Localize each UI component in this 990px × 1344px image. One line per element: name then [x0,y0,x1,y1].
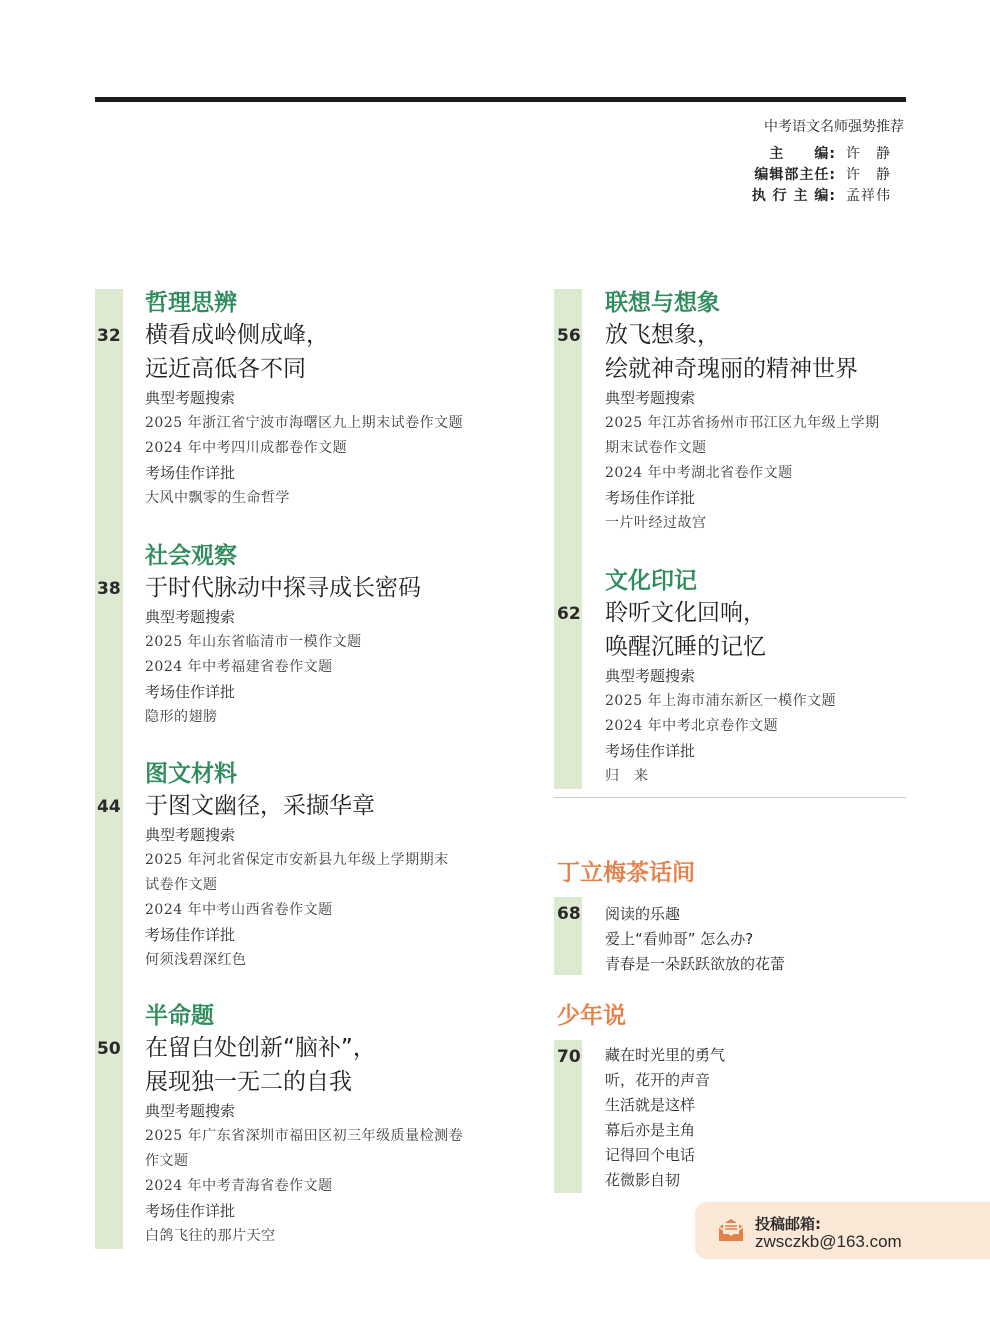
essay-title[interactable]: 何须浅碧深红色 [145,952,247,968]
masthead-row [752,144,904,165]
masthead [752,117,904,207]
category-heading: 哲理思辨 [145,290,237,316]
toc-section [557,288,915,566]
subheading: 考场佳作详批 [605,489,696,507]
subheading: 典型考题搜索 [145,826,236,844]
ding-section [557,858,897,977]
exam-item: 2025 年河北省保定市安新县九年级上学期期末 [145,852,449,868]
right-green-bar [554,289,582,789]
category-heading: 半命题 [145,1003,214,1029]
article-item[interactable]: 青春是一朵跃跃欲放的花蕾 [605,955,786,973]
exam-item: 2024 年中考四川成都卷作文题 [145,440,348,456]
subheading: 考场佳作详批 [145,464,236,482]
left-column [97,288,545,1249]
subheading: 典型考题搜索 [145,1102,236,1120]
section-divider [554,797,906,798]
article-title[interactable]: 于时代脉动中探寻成长密码 [145,575,421,601]
exam-item: 2025 年广东省深圳市福田区初三年级质量检测卷 [145,1128,464,1144]
article-title[interactable]: 于图文幽径，采撷华章 [145,793,375,819]
article-item[interactable]: 花微影自韧 [605,1171,681,1189]
page-number[interactable]: 68 [557,904,581,924]
subheading: 典型考题搜索 [605,389,696,407]
page-number[interactable]: 38 [97,579,121,599]
category-heading: 少年说 [557,1003,626,1029]
article-title[interactable]: 放飞想象， [605,322,720,348]
exam-item: 2024 年中考湖北省卷作文题 [605,465,793,481]
editor-label: 主 编: [769,146,836,162]
essay-title[interactable]: 隐形的翅膀 [145,709,218,725]
subheading: 考场佳作详批 [145,1202,236,1220]
envelope-icon [717,1217,745,1243]
article-item[interactable]: 幕后亦是主角 [605,1121,696,1139]
article-title[interactable]: 绘就神奇瑰丽的精神世界 [605,356,858,382]
category-heading: 图文材料 [145,761,237,787]
page-number[interactable]: 44 [97,797,121,817]
category-heading: 丁立梅茶话间 [557,860,695,886]
youth-section [557,1001,897,1193]
essay-title[interactable]: 归 来 [605,768,649,784]
exam-item: 2025 年江苏省扬州市邗江区九年级上学期 [605,415,880,431]
toc-section [97,288,545,541]
editor-name: 许 静 [846,146,891,162]
exam-item: 试卷作文题 [145,877,218,893]
exam-item: 2025 年山东省临清市一模作文题 [145,634,362,650]
subheading: 典型考题搜索 [605,667,696,685]
email-address[interactable]: zwsczkb@163.com [755,1232,902,1251]
subheading: 考场佳作详批 [605,742,696,760]
toc-section [97,1001,545,1249]
article-list [605,1043,897,1193]
article-list [605,902,897,977]
exam-item: 2024 年中考青海省卷作文题 [145,1178,333,1194]
exam-item: 2024 年中考山西省卷作文题 [145,902,333,918]
article-item[interactable]: 爱上“看帅哥” 怎么办? [605,930,754,948]
article-item[interactable]: 阅读的乐趣 [605,905,681,923]
subheading: 考场佳作详批 [145,926,236,944]
essay-title[interactable]: 一片叶经过故宫 [605,515,707,531]
article-title[interactable]: 展现独一无二的自我 [145,1069,352,1095]
exam-item: 2024 年中考北京卷作文题 [605,718,779,734]
article-title[interactable]: 远近高低各不同 [145,356,306,382]
essay-title[interactable]: 白鸽飞往的那片天空 [145,1228,276,1244]
category-heading: 社会观察 [145,543,237,569]
page-number[interactable]: 56 [557,326,581,346]
page-number[interactable]: 50 [97,1039,121,1059]
exam-item: 2024 年中考福建省卷作文题 [145,659,333,675]
slogan: 中考语文名师强势推荐 [764,119,904,135]
article-item[interactable]: 生活就是这样 [605,1096,696,1114]
masthead-row [752,186,904,207]
exec-editor-label: 执 行 主 编: [751,188,836,204]
top-rule [95,97,906,102]
article-title[interactable]: 横看成岭侧成峰， [145,322,329,348]
category-heading: 文化印记 [605,568,697,594]
article-title[interactable]: 唤醒沉睡的记忆 [605,634,766,660]
exam-item: 2025 年浙江省宁波市海曙区九上期末试卷作文题 [145,415,464,431]
article-title[interactable]: 聆听文化回响， [605,600,766,626]
masthead-row [752,165,904,186]
article-title[interactable]: 在留白处创新“脑补”， [145,1035,376,1061]
exam-item: 2025 年上海市浦东新区一模作文题 [605,693,837,709]
right-column [557,288,915,789]
page-number[interactable]: 62 [557,604,581,624]
essay-title[interactable]: 大风中飘零的生命哲学 [145,490,290,506]
subheading: 典型考题搜索 [145,608,236,626]
article-item[interactable]: 记得回个电话 [605,1146,696,1164]
toc-section [97,759,545,1001]
page-number[interactable]: 32 [97,326,121,346]
toc-section [97,541,545,759]
exec-editor-name: 孟祥伟 [846,188,891,204]
toc-section [557,566,915,789]
subheading: 典型考题搜索 [145,389,236,407]
subheading: 考场佳作详批 [145,683,236,701]
submission-email-box [695,1202,990,1259]
category-heading: 联想与想象 [605,290,720,316]
exam-item: 作文题 [145,1153,189,1169]
director-name: 许 静 [846,167,891,183]
left-green-bar [95,289,123,1249]
exam-item: 期末试卷作文题 [605,440,707,456]
email-label: 投稿邮箱: [755,1215,821,1233]
director-label: 编辑部主任: [754,167,836,183]
article-item[interactable]: 听，花开的声音 [605,1071,711,1089]
page-number[interactable]: 70 [557,1047,581,1067]
article-item[interactable]: 藏在时光里的勇气 [605,1046,726,1064]
